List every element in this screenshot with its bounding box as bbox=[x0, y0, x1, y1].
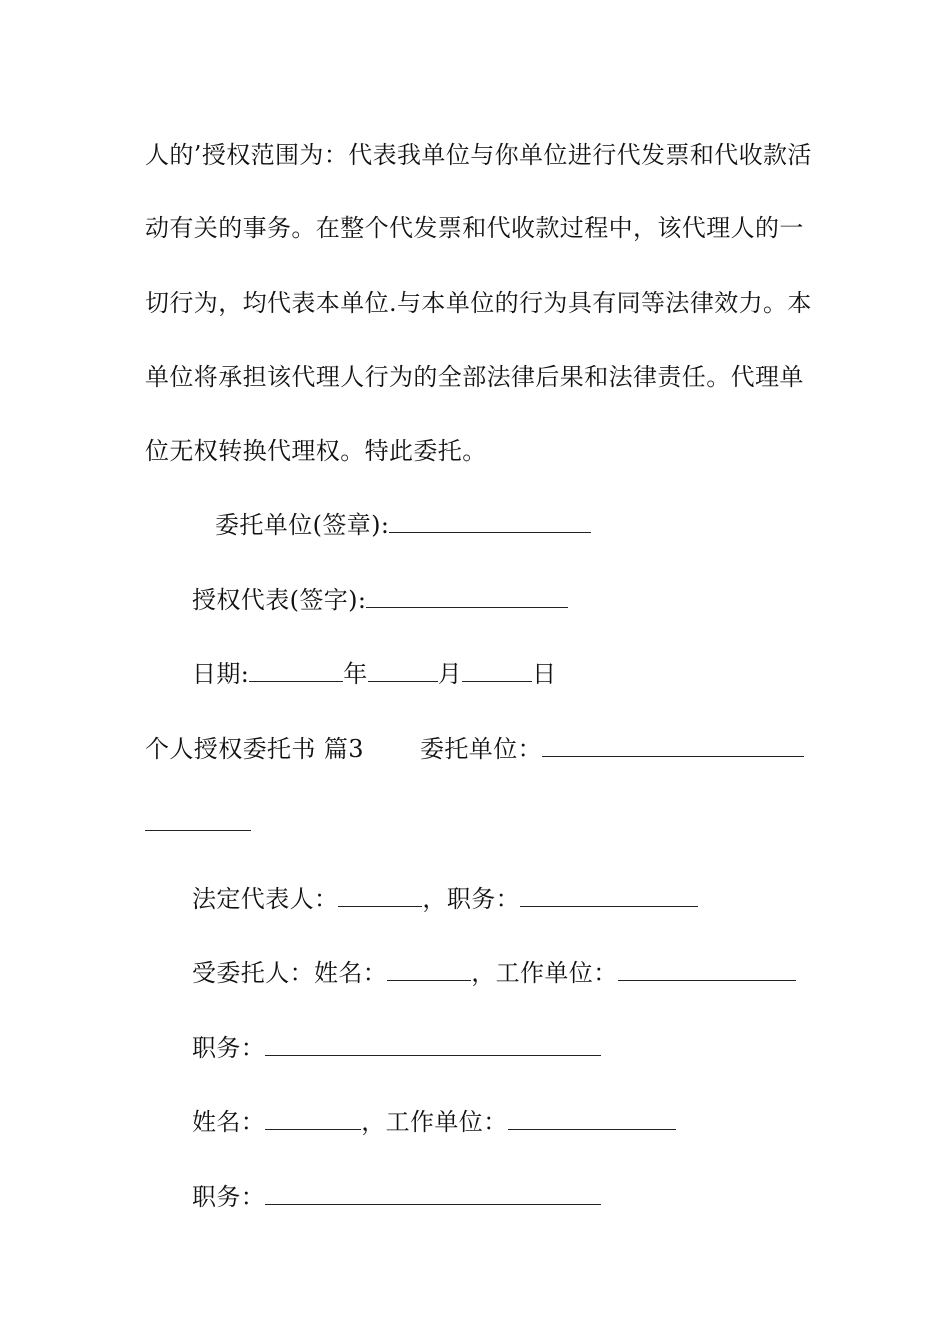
entrust-unit-label: 委托单位： bbox=[420, 735, 542, 763]
second-trustee-row bbox=[192, 1107, 676, 1137]
paragraph-line-5: 位无权转换代理权。特此委托。 bbox=[145, 437, 487, 465]
legal-rep-comma: ， bbox=[422, 885, 447, 913]
trustee-name-blank bbox=[387, 960, 471, 981]
year-label: 年 bbox=[343, 660, 368, 688]
second-trustee-position-label: 职务： bbox=[192, 1183, 266, 1211]
trustee-work-unit-blank bbox=[618, 960, 796, 981]
trustee-position-blank bbox=[265, 1035, 601, 1056]
sign-unit-label: 委托单位(签章): bbox=[215, 511, 390, 539]
sign-rep-blank bbox=[366, 587, 568, 608]
trustee-position-label: 职务： bbox=[192, 1034, 266, 1062]
second-trustee-position-blank bbox=[265, 1184, 601, 1205]
trustee-position-row bbox=[192, 1033, 601, 1063]
trustee-work-unit-label: 工作单位： bbox=[495, 959, 618, 987]
day-blank bbox=[462, 661, 532, 682]
legal-rep-label: 法定代表人： bbox=[192, 885, 339, 913]
entrust-unit-blank bbox=[542, 736, 804, 757]
paragraph-line-2: 动有关的事务。在整个代发票和代收款过程中，该代理人的一 bbox=[145, 214, 804, 242]
month-blank bbox=[368, 661, 438, 682]
second-trustee-name-blank bbox=[265, 1109, 361, 1130]
sign-rep-label: 授权代表(签字): bbox=[192, 586, 367, 614]
entrust-unit-blank-continued-row bbox=[145, 808, 251, 838]
month-label: 月 bbox=[437, 660, 463, 688]
legal-rep-name-blank bbox=[338, 886, 422, 907]
paragraph-line-4: 单位将承担该代理人行为的全部法律后果和法律责任。代理单 bbox=[145, 363, 804, 391]
year-blank bbox=[249, 661, 343, 682]
entrust-unit-row bbox=[420, 734, 804, 764]
second-trustee-work-unit-label: 工作单位： bbox=[385, 1108, 508, 1136]
date-label: 日期: bbox=[192, 660, 250, 688]
entrust-unit-blank-continued bbox=[145, 810, 251, 831]
sign-rep-row bbox=[192, 585, 568, 615]
sign-unit-row bbox=[215, 510, 591, 540]
legal-rep-row bbox=[192, 884, 698, 914]
day-label: 日 bbox=[532, 660, 557, 688]
paragraph-line-1: 人的’授权范围为：代表我单位与你单位进行代发票和代收款活 bbox=[145, 141, 812, 169]
second-trustee-position-row bbox=[192, 1182, 601, 1212]
legal-rep-position-blank bbox=[520, 886, 698, 907]
legal-rep-position-label: 职务： bbox=[446, 885, 521, 913]
trustee-label: 受委托人：姓名： bbox=[192, 959, 388, 987]
section-title: 个人授权委托书 篇3 bbox=[145, 735, 364, 763]
sign-unit-blank bbox=[389, 512, 591, 533]
trustee-row bbox=[192, 958, 796, 988]
paragraph-line-3: 切行为，均代表本单位.与本单位的行为具有同等法律效力。本 bbox=[145, 289, 812, 317]
second-trustee-name-label: 姓名： bbox=[192, 1108, 266, 1136]
trustee-comma: ， bbox=[471, 959, 496, 987]
date-row bbox=[192, 659, 557, 689]
second-trustee-work-unit-blank bbox=[508, 1109, 676, 1130]
second-trustee-comma: ， bbox=[361, 1108, 386, 1136]
